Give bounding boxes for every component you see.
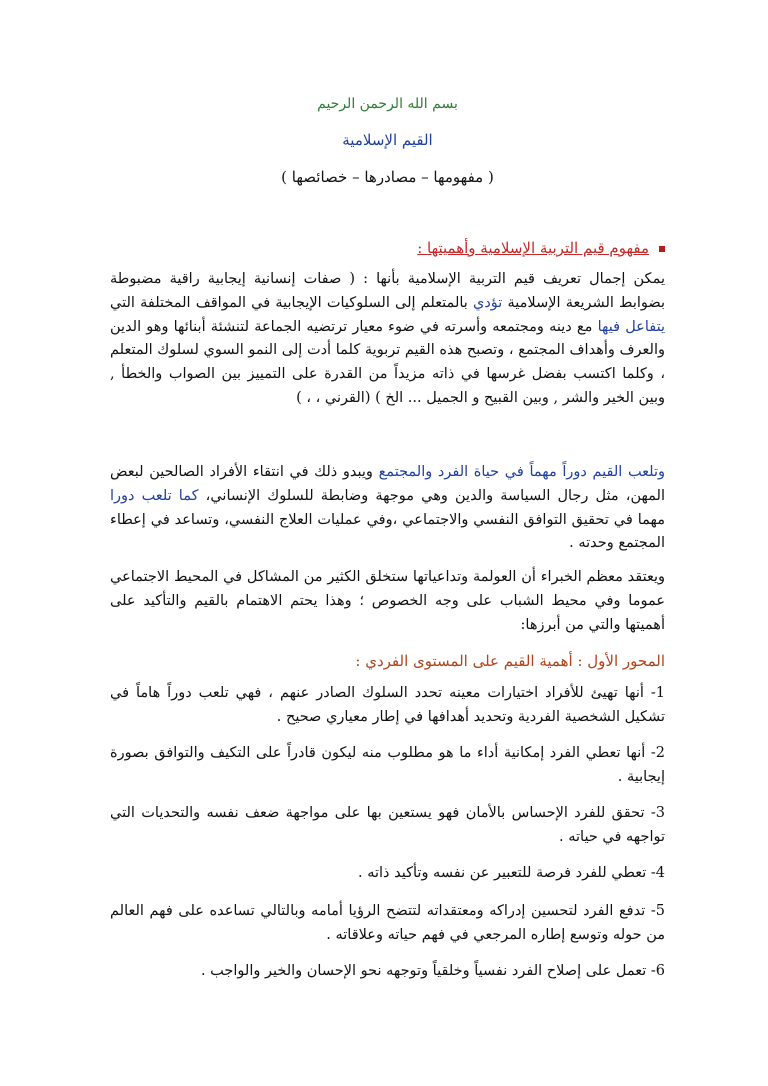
list-item: 2- أنها تعطي الفرد إمكانية أداء ما هو مطلوب منه ليكون قادراً على التكيف والتوافق بصورة إيجابية . [110,745,665,785]
paragraph-globalization: ويعتقد معظم الخبراء أن العولمة وتداعياتها ستخلق الكثير من المشاكل في المحيط الاجتماعي عموما وفي محيط الشباب على وجه الخصوص ؛ وهذا يحتم الاهتمام بالقيم والتأكيد على أهميتها والتي من أبرزها: [110,569,665,633]
list-item: 6- تعمل على إصلاح الفرد نفسياً وخلقياً وتوجهه نحو الإحسان والخير والواجب . [200,963,665,979]
list-item: 1- أنها تهيئ للأفراد اختيارات معينه تحدد السلوك الصادر عنهم ، فهي تلعب دوراً هاماً في تشكيل الشخصية الفردية وتحديد أهدافها في إطار معياري صحيح . [110,685,665,725]
highlighted-phrase: تؤدي [473,294,503,311]
list-item: 3- تحقق للفرد الإحساس بالأمان فهو يستعين بها على مواجهة ضعف نفسه والتحديات التي تواجهه في حياته . [110,805,665,845]
basmala: بسم الله الرحمن الرحيم [317,96,458,112]
highlighted-phrase: يتفاعل فيها [597,318,665,335]
paragraph-text: ويبدو ذلك في انتقاء الأفراد الصالحين لبعض المهن، مثل رجال السياسة والدين وهي موجهة وضابطة للسلوك الإنساني، [110,464,665,504]
paragraph-text: يمكن إجمال تعريف قيم التربية الإسلامية بأنها : ( صفات إنسانية إيجابية راقية مضبوطة بضوابط الشريعة الإسلامية [110,271,665,311]
paragraph-definition [110,268,665,411]
list-item: 4- تعطي للفرد فرصة للتعبير عن نفسه وتأكيد ذاته . [357,865,665,881]
paragraph-text: مع دينه ومجتمعه وأسرته في ضوء معيار ترتضيه الجماعة لتنشئة أبنائها وهو الدين والعرف وأهداف المجتمع ، وتصبح هذه القيم تربوية كلما أدت إلى النمو السوي لسلوك المتعلم ، وكلما اكتسب بفضل غرسها في ذاته مزيداً من القدرة على التمييز بين الصواب والخطأ , وبين الخير والشر , وبين القبيح و الجميل ... الخ ) (القرني ، ، ) [110,318,665,406]
highlighted-phrase: كما تلعب دورا [110,487,199,504]
highlighted-phrase: وتلعب القيم دوراً مهماً في حياة الفرد والمجتمع [378,464,666,480]
square-bullet-icon [659,246,665,252]
paragraph-text: مهما في تحقيق التوافق النفسي والاجتماعي ،وفي عمليات العلاج النفسي، وتساعد في إعطاء المجتمع وحدته . [110,511,665,552]
section-heading-text: مفهوم قيم التربية الإسلامية وأهميتها : [417,239,649,257]
paragraph-role [110,461,665,556]
list-item: 5- تدفع الفرد لتحسين إدراكه ومعتقداته لتتضح الرؤيا أمامه وبالتالي تساعده على فهم العالم من حوله وتوسع إطاره المرجعي في فهم حياته وعلاقاته . [110,903,665,943]
document-subtitle: ( مفهومها – مصادرها – خصائصها ) [281,168,494,186]
document-title: القيم الإسلامية [342,131,433,149]
section-heading [110,239,665,257]
document-page [110,0,665,1086]
axis-heading: المحور الأول : أهمية القيم على المستوى الفردي : [355,652,665,670]
paragraph-text: بالمتعلم إلى السلوكيات الإيجابية في المواقف المختلفة التي [110,294,468,311]
